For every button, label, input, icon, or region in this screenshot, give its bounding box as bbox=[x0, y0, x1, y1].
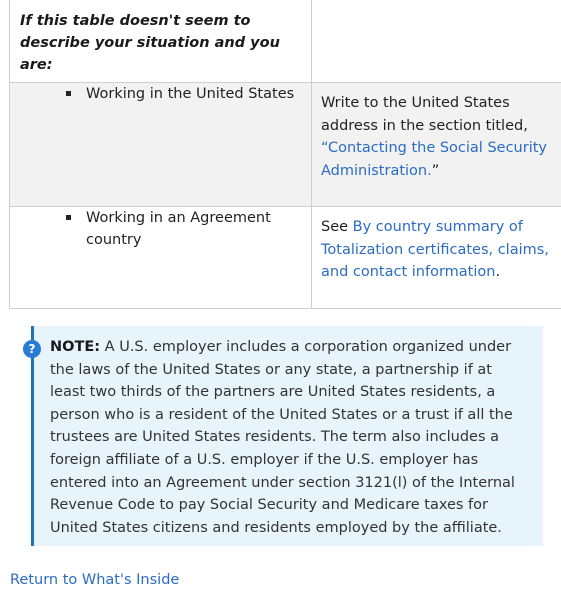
action-text: See bbox=[321, 219, 353, 235]
table-header-right bbox=[312, 0, 561, 83]
table-header-left: If this table doesn't seem to describe your situation and you are: bbox=[10, 0, 312, 83]
note-label: NOTE: bbox=[50, 339, 101, 355]
question-icon: ? bbox=[23, 340, 41, 358]
table-row bbox=[10, 83, 561, 207]
action-text: Write to the United States address in the section titled, bbox=[321, 95, 528, 134]
list-item-label: Working in an Agreement country bbox=[86, 210, 271, 248]
situation-table bbox=[9, 0, 561, 309]
table-cell-situation bbox=[10, 83, 312, 207]
contacting-ssa-link[interactable]: “Contacting the Social Security Administration. bbox=[321, 140, 547, 179]
action-suffix: . bbox=[495, 264, 501, 280]
bullet-icon bbox=[66, 91, 71, 96]
table-row bbox=[10, 207, 561, 309]
return-to-whats-inside-link[interactable]: Return to What's Inside bbox=[10, 572, 180, 588]
country-summary-link[interactable]: By country summary of Totalization certificates, claims, and contact information bbox=[321, 219, 549, 280]
note-text: A U.S. employer includes a corporation organized under the laws of the United States or any state, a partnership if at least two thirds of the partners are United States residents, a person who is a resident of the United States or a trust if all the trustees are United States residents. The term also includes a foreign affiliate of a U.S. employer if the U.S. employer has entered into an Agreement under section 3121(l) of the Internal Revenue Code to pay Social Security and Medicare taxes for United States citizens and residents employed by the affiliate. bbox=[50, 339, 515, 536]
list-item bbox=[66, 207, 301, 251]
list-item-label: Working in the United States bbox=[86, 86, 295, 102]
note-box bbox=[31, 326, 543, 546]
list-item bbox=[66, 83, 301, 105]
table-cell-action bbox=[312, 207, 561, 309]
table-cell-situation bbox=[10, 207, 312, 309]
table-header-row bbox=[10, 0, 561, 83]
bullet-icon bbox=[66, 215, 71, 220]
action-suffix: ” bbox=[431, 162, 440, 179]
table-cell-action bbox=[312, 83, 561, 207]
